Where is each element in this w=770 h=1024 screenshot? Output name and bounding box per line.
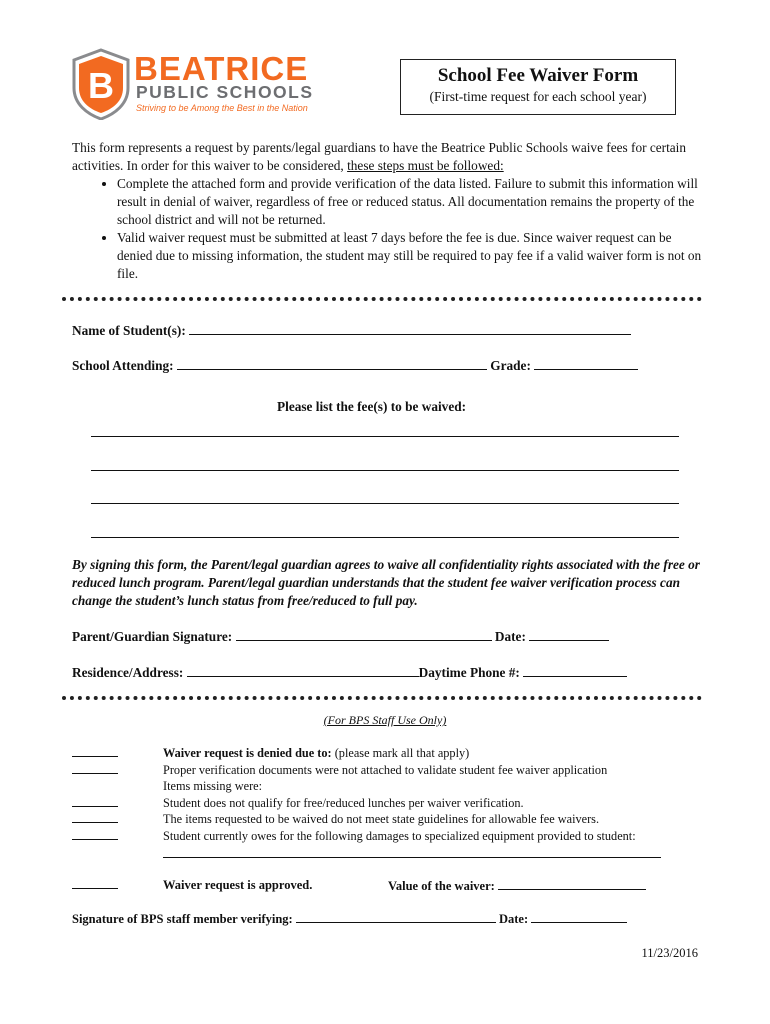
signature-label: Parent/Guardian Signature: <box>72 629 233 644</box>
staff-section-title: (For BPS Staff Use Only) <box>323 713 447 727</box>
phone-label: Daytime Phone #: <box>418 665 520 680</box>
intro-underlined: these steps must be followed: <box>347 158 504 173</box>
fee-line[interactable] <box>91 470 679 471</box>
grade-label: Grade: <box>490 358 531 373</box>
check-blank[interactable] <box>72 795 118 807</box>
denied-heading <box>163 745 636 762</box>
intro-section <box>72 139 706 283</box>
signature-row <box>72 628 609 645</box>
fee-line[interactable] <box>91 436 679 437</box>
date-label: Date: <box>494 629 526 644</box>
approved-label: Waiver request is approved. <box>163 878 313 892</box>
school-field[interactable] <box>177 357 487 370</box>
approved-row <box>72 877 118 894</box>
phone-field[interactable] <box>523 664 627 677</box>
check-blank[interactable] <box>72 745 118 757</box>
school-label: School Attending: <box>72 358 174 373</box>
fees-prompt: Please list the fee(s) to be waived: <box>277 399 467 414</box>
logo-line-2: PUBLIC SCHOOLS <box>136 82 314 102</box>
staff-checkboxes <box>72 745 118 844</box>
denied-note: (please mark all that apply) <box>331 746 470 760</box>
intro-bullet: • Valid waiver request must be submitted at least 7 days before the fee is due. Since waiver request can be denied due to missing information, the student may still be required to pay fee if a valid waiver form is not on file. <box>117 229 706 283</box>
staff-signature-field[interactable] <box>296 910 496 923</box>
address-row <box>72 664 627 681</box>
grade-field[interactable] <box>534 357 638 370</box>
logo-letter: B <box>88 65 114 106</box>
address-field[interactable] <box>187 664 419 677</box>
check-blank[interactable] <box>72 877 118 889</box>
staff-signature-row <box>72 910 627 927</box>
student-name-label: Name of Student(s): <box>72 323 186 338</box>
title-box <box>400 59 676 115</box>
waiver-value-field[interactable] <box>498 877 646 890</box>
student-name-field[interactable] <box>189 322 631 335</box>
date-field[interactable] <box>529 628 609 641</box>
reason-item: Student does not qualify for free/reduced lunches per waiver verification. <box>163 795 524 810</box>
dotted-divider <box>62 297 702 301</box>
intro-bullet: • Complete the attached form and provide verification of the data listed. Failure to submit this information will result in denial of waiver, regardless of free or reduced status. All documentation remains the property of the school district and will not be returned. <box>117 175 706 229</box>
reason-item: Student currently owes for the following damages to specialized equipment provided to student: <box>163 828 636 843</box>
agreement-text: By signing this form, the Parent/legal guardian agrees to waive all confidentiality rights associated with the free or reduced lunch program. Parent/legal guardian understands that the student fee waiver verification process can change the student’s lunch status from free/reduced to full pay. <box>72 557 700 608</box>
waiver-value-row <box>388 877 646 894</box>
intro-paragraph <box>72 139 706 175</box>
check-blank[interactable] <box>72 811 118 823</box>
school-logo <box>70 48 330 118</box>
damages-line[interactable] <box>163 857 661 858</box>
staff-reasons <box>163 745 636 844</box>
reason-item: The items requested to be waived do not meet state guidelines for allowable fee waivers. <box>163 812 600 826</box>
staff-signature-label: Signature of BPS staff member verifying: <box>72 912 293 926</box>
intro-bullets <box>72 175 706 283</box>
form-subtitle: (First-time request for each school year) <box>429 88 647 104</box>
waiver-value-label: Value of the waiver: <box>388 879 495 893</box>
check-blank[interactable] <box>72 828 118 840</box>
fee-line[interactable] <box>91 537 679 538</box>
form-title: School Fee Waiver Form <box>437 65 639 86</box>
signature-field[interactable] <box>236 628 492 641</box>
reason-item: Items missing were: <box>163 779 263 793</box>
staff-date-field[interactable] <box>531 910 627 923</box>
logo-line-1: BEATRICE <box>134 50 309 87</box>
address-label: Residence/Address: <box>72 665 184 680</box>
footer-date: 11/23/2016 <box>641 946 698 960</box>
shield-logo-icon <box>70 48 132 120</box>
logo-tagline: Striving to be Among the Best in the Nation <box>136 103 308 113</box>
reason-item: Proper verification documents were not attached to validate student fee waiver application <box>163 762 608 777</box>
denied-label: Waiver request is denied due to: <box>163 746 332 760</box>
student-name-row <box>72 322 631 339</box>
school-row <box>72 357 638 374</box>
intro-text: This form represents a request by parents/legal guardians to have the Beatrice Public Schools waive fees for certain activities. In order for this waiver to be considered, <box>72 140 687 173</box>
staff-date-label: Date: <box>498 912 529 926</box>
check-blank[interactable] <box>72 762 118 774</box>
dotted-divider <box>62 696 702 700</box>
fee-line[interactable] <box>91 503 679 504</box>
